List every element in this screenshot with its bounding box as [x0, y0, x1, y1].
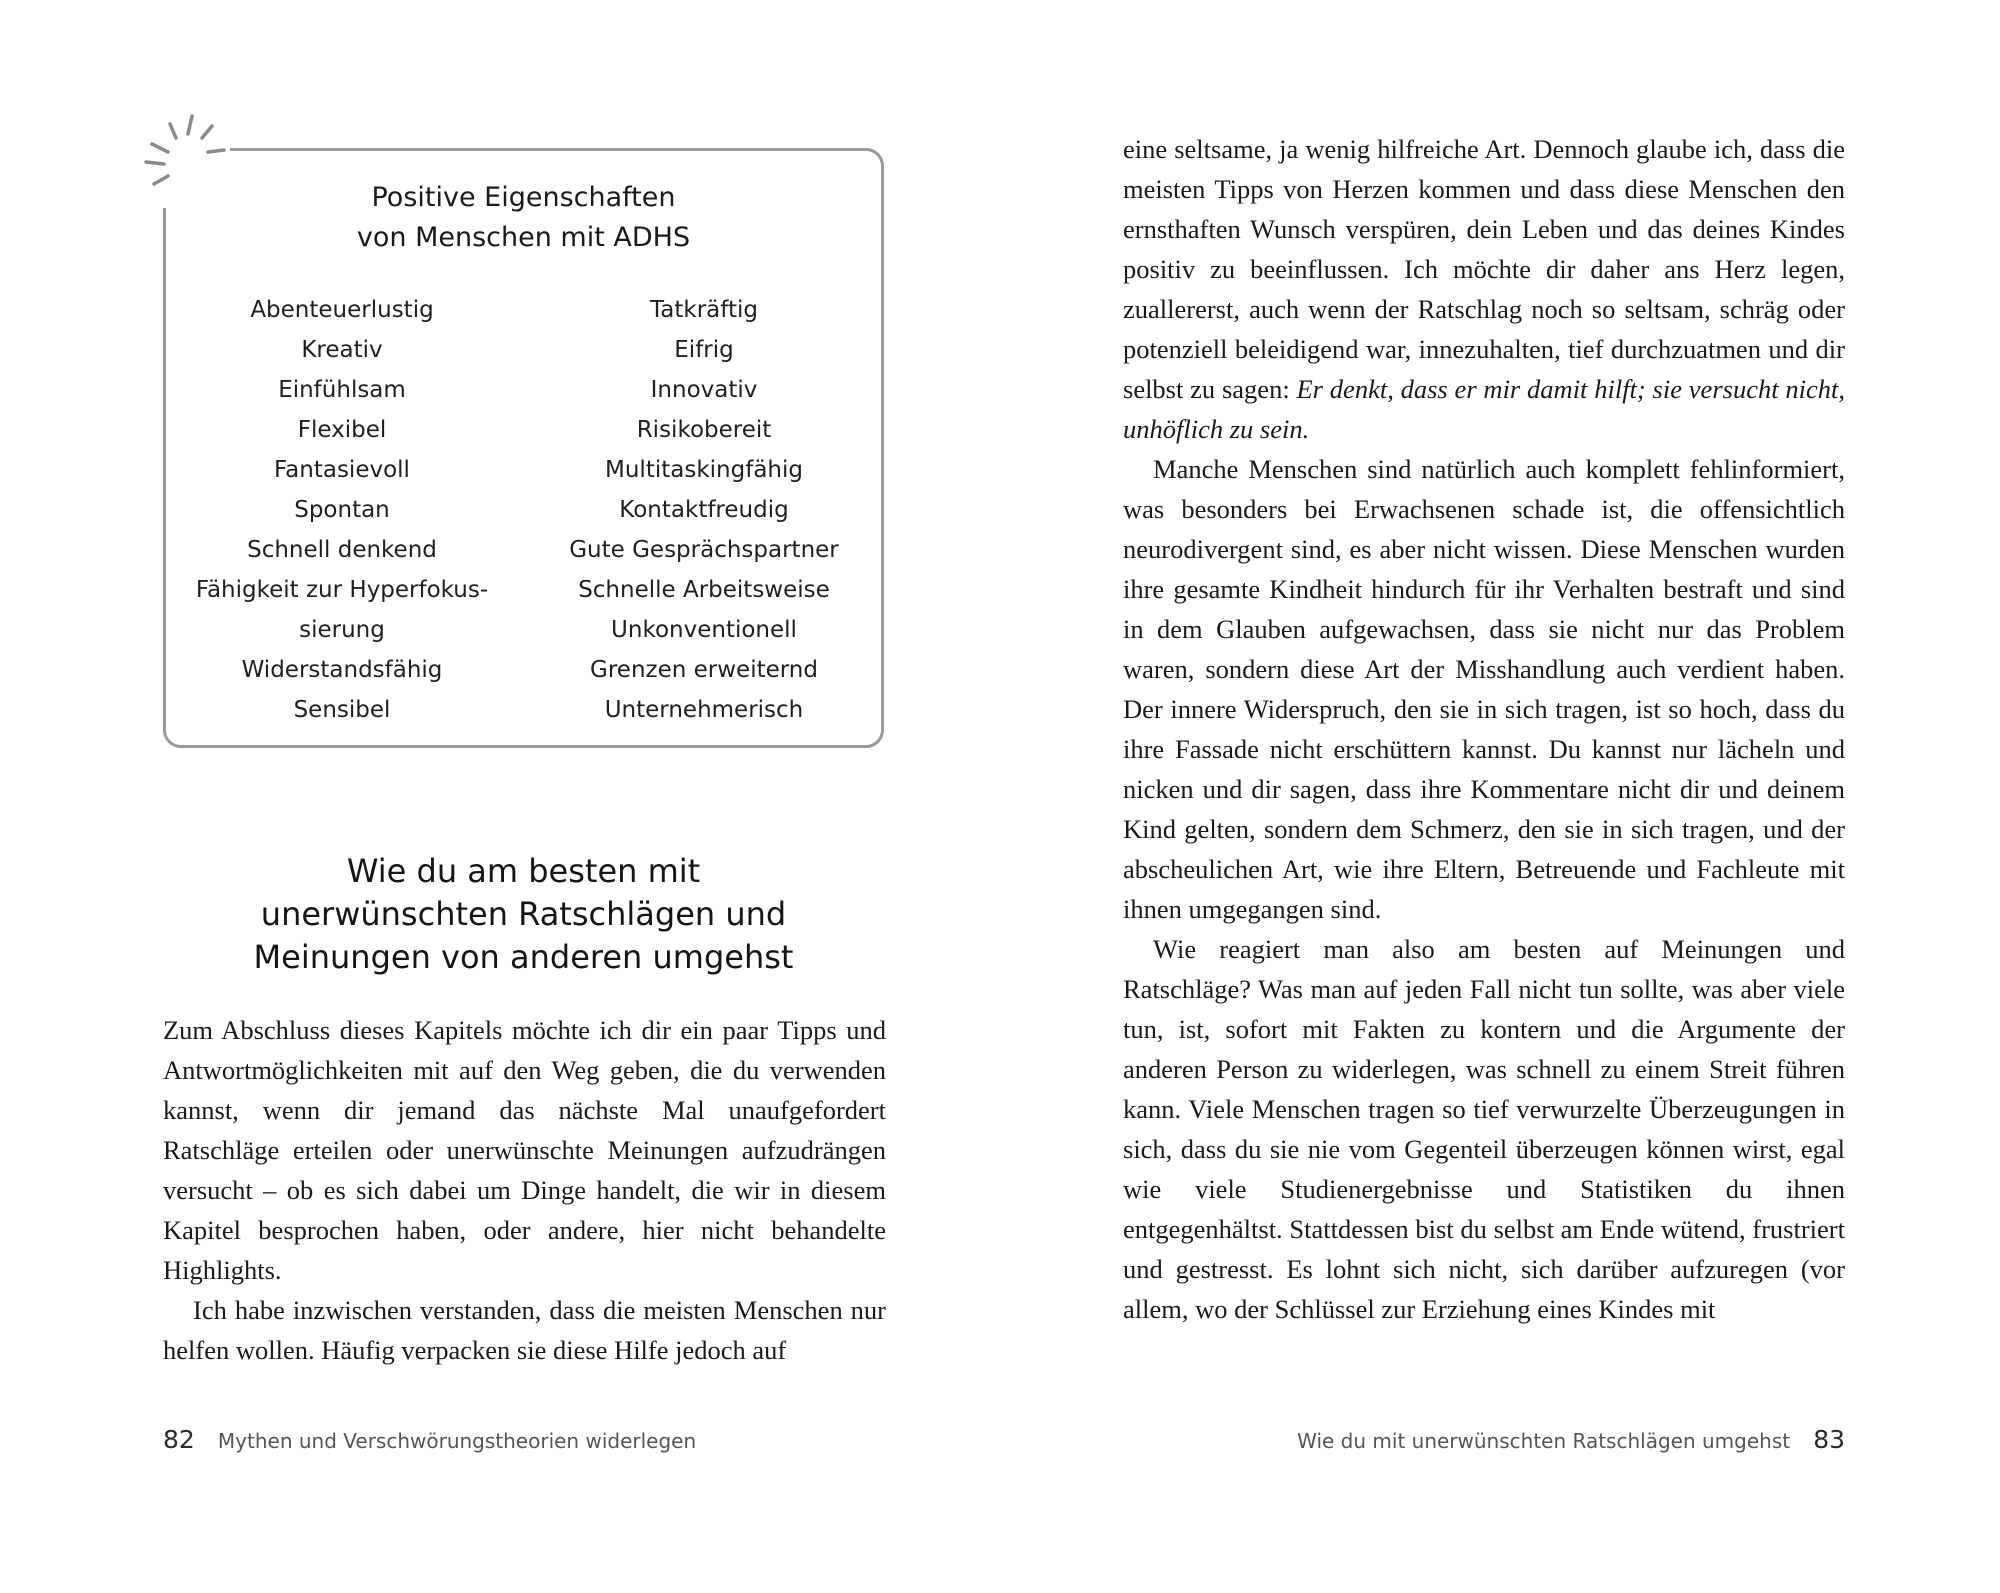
right-body-text — [1123, 129, 1845, 1329]
running-title: Mythen und Verschwörungstheorien widerlegen — [217, 1429, 697, 1453]
trait-item: Multitaskingfähig — [605, 457, 803, 483]
trait-item: Tatkräftig — [650, 297, 758, 323]
traits-right-column — [534, 290, 874, 730]
trait-item: Schnell denkend — [247, 537, 437, 563]
trait-item: Unternehmerisch — [604, 697, 804, 723]
running-title: Wie du mit unerwünschten Ratschlägen umgehst — [1297, 1429, 1791, 1453]
trait-item: Innovativ — [650, 377, 758, 403]
italic-quote: Er denkt, dass er mir damit hilft; sie versucht nicht, unhöflich zu sein. — [1123, 374, 1845, 444]
trait-item: sierung — [299, 617, 385, 643]
trait-item: Widerstandsfähig — [241, 657, 443, 683]
trait-item: Fantasievoll — [274, 457, 410, 483]
left-footer — [163, 1425, 696, 1454]
trait-item: Grenzen erweiternd — [590, 657, 818, 683]
page-number: 82 — [163, 1425, 195, 1454]
paragraph: Ich habe inzwischen verstanden, dass die meisten Menschen nur helfen wollen. Häufig verpacken sie diese Hilfe jedoch auf — [163, 1295, 886, 1365]
box-title-line1: Positive Eigenschaften — [371, 182, 676, 213]
right-page — [1000, 0, 2000, 1593]
paragraph: Manche Menschen sind natürlich auch komplett fehlinformiert, was besonders bei Erwachsenen schade ist, die offensichtlich neurodivergent sind, es aber nicht wissen. Diese Menschen wurden ihre gesamte Kindheit hindurch für ihr Verhalten bestraft und sind in dem Glauben aufgewachsen, dass sie nicht nur das Problem waren, sondern diese Art der Misshandlung auch verdient haben. Der innere Widerspruch, den sie in sich tragen, ist so hoch, dass du ihre Fassade nicht erschüttern kannst. Du kannst nur lächeln und nicken und dir sagen, dass ihre Kommentare nicht dir und deinem Kind gelten, sondern dem Schmerz, den sie in sich tragen, und der abscheulichen Art, wie ihre Eltern, Betreuende und Fachleute mit ihnen umgegangen sind. — [1123, 454, 1845, 924]
trait-item: Gute Gesprächspartner — [569, 537, 839, 563]
paragraph: Zum Abschluss dieses Kapitels möchte ich dir ein paar Tipps und Antwortmöglichkeiten mit auf den Weg geben, die du verwenden kannst, wenn dir jemand das nächste Mal unaufgefordert Ratschläge erteilen oder unerwünschte Meinungen aufzudrängen versucht – ob es sich dabei um Dinge handelt, die wir in diesem Kapitel besprochen haben, oder andere, hier nicht behandelte Highlights. — [163, 1015, 886, 1285]
trait-item: Eifrig — [674, 337, 734, 363]
trait-item: Fähigkeit zur Hyperfokus- — [195, 577, 489, 603]
trait-item: Risikobereit — [636, 417, 772, 443]
trait-item: Kontaktfreudig — [619, 497, 789, 523]
trait-item: Einfühlsam — [278, 377, 406, 403]
trait-item: Kreativ — [301, 337, 383, 363]
heading-line3: Meinungen von anderen umgehst — [253, 938, 794, 976]
heading-line2: unerwünschten Ratschlägen und — [260, 895, 787, 933]
paragraph-text: eine seltsame, ja wenig hilfreiche Art. Dennoch glaube ich, dass die meisten Tipps von Herzen kommen und dass diese Menschen den ernsthaften Wunsch verspüren, dein Leben und das deines Kindes positiv zu beeinflussen. Ich möchte dir daher ans Herz legen, zuallererst, auch wenn der Ratschlag noch so seltsam, schräg oder potenziell beleidigend war, innezuhalten, tief durchzuatmen und dir selbst zu sagen: — [1123, 134, 1845, 404]
trait-item: Unkonventionell — [611, 617, 797, 643]
left-body-text — [163, 1010, 886, 1370]
trait-item: Abenteuerlustig — [250, 297, 434, 323]
heading-line1: Wie du am besten mit — [346, 852, 701, 890]
paragraph: Wie reagiert man also am besten auf Meinungen und Ratschläge? Was man auf jeden Fall nicht tun sollte, was aber viele tun, ist, sofort mit Fakten zu kontern und die Argumente der anderen Person zu widerlegen, was schnell zu einem Streit führen kann. Viele Menschen tragen so tief verwurzelte Überzeugungen in sich, dass du sie nie vom Gegenteil überzeugen können wirst, egal wie viele Studienergebnisse und Statistiken du ihnen entgegenhältst. Stattdessen bist du selbst am Ende wütend, frustriert und gestresst. Es lohnt sich nicht, sich darüber aufzuregen (vor allem, wo der Schlüssel zur Erziehung eines Kindes mit — [1123, 934, 1845, 1324]
trait-item: Schnelle Arbeitsweise — [578, 577, 830, 603]
section-heading — [163, 850, 884, 979]
paragraph — [1123, 129, 1845, 449]
traits-left-column — [172, 290, 512, 730]
right-footer — [1297, 1425, 1845, 1454]
trait-item: Sensibel — [293, 697, 391, 723]
page-number: 83 — [1813, 1425, 1845, 1454]
trait-item: Flexibel — [297, 417, 387, 443]
box-title-line2: von Menschen mit ADHS — [356, 222, 691, 253]
trait-item: Spontan — [294, 497, 390, 523]
box-title — [163, 178, 884, 258]
